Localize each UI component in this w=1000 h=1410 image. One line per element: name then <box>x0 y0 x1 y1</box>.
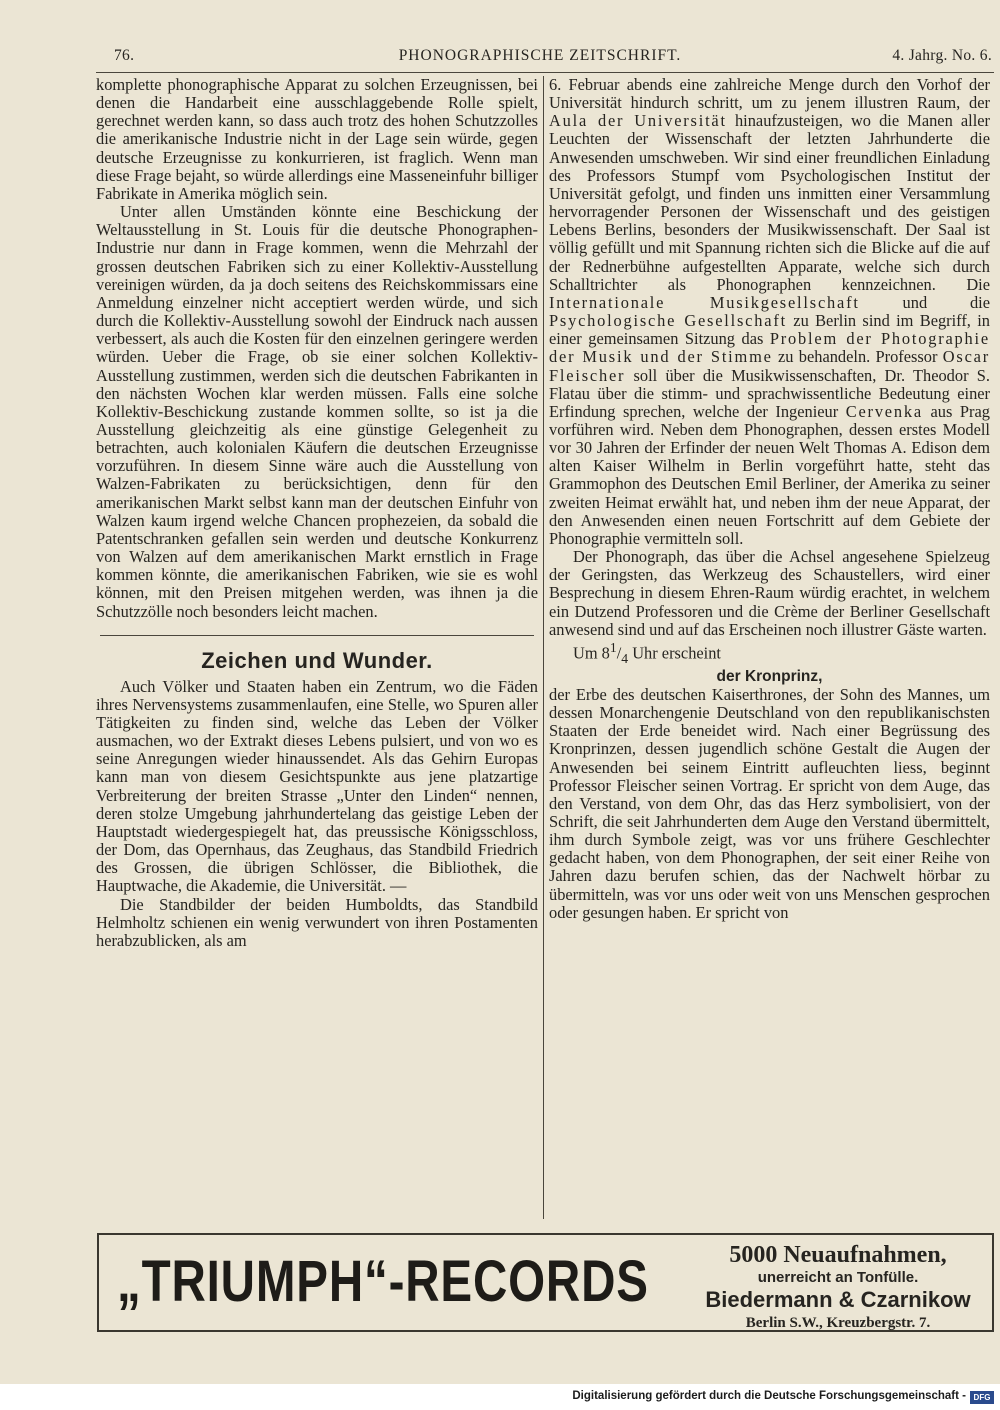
ad-line: unerreicht an Tonfülle. <box>757 1269 919 1286</box>
article-paragraph: Unter allen Umständen könnte eine Beschickung der Weltausstellung in St. Louis für die deutsche Phonographen-Industrie nur dann in Frage kommen, wenn die Mehrzahl der grossen deutschen Fabriken sich zu einer Kollektiv-Ausstellung vereinigen würden, da ja doch seitens des Reichskommissars eine Anmeldung einzelner nicht acceptiert werden würde, und sich durch die Kollektiv-Ausstellung sowohl der Eindruck nach aussen verbessert, als auch die Kosten für den einzelnen geringere werden würden. Ueber die Frage, ob sie einer solchen Kollektiv-Ausstellung zustimmen, werden sich die deutschen Fabrikanten in den nächsten Wochen klar werden müssen. Falls eine solche Kollektiv-Beschickung zustande kommen sollte, so ist ja die Ausstellung gleichzeitig als eine günstige Gelegenheit zu betrachten, auch kolonialen Käufern die deutschen Erzeugnisse vorzuführen. In diesem Sinne wäre auch die Ausstellung von Walzen-Fabrikaten zu berücksichtigen, denn für den amerikanischen Markt selbst kann man der deutschen Einfuhr von Walzen kaum irgend welche Chancen prophezeien, da sobald die Patentschranken gefallen sein werden und deutsche Konkurrenz von Walzen auf dem amerikanischen Markt ernstlich in Frage kommen könnte, die amerikanischen Fabriken, wie sie es wohl können, mit den Preisen mitgehen werden, was ihnen ja die Schutzzölle noch besonders leicht machen. <box>96 202 538 621</box>
article-paragraph: Um $8^1/_4$ Uhr erscheint <box>573 639 721 666</box>
header-rule <box>96 72 994 73</box>
digitization-footer <box>0 1384 1000 1410</box>
page-header <box>88 44 992 68</box>
fraction-numerator: 1 <box>609 639 617 655</box>
right-column <box>549 76 990 922</box>
text-run: soll über die Musikwissenschaften, Dr. Theodor S. Flatau über die stimm- und sprachwissentliche Bedeutung einer Erfindung sprechen, welche der Ingenieur <box>549 365 990 421</box>
footer-text: Digitalisierung gefördert durch die Deutsche Forschungsgemeinschaft - <box>572 1390 966 1402</box>
article-paragraph: der Erbe des deutschen Kaiserthrones, der Sohn des Mannes, um dessen Monarchengenie Deutschland von den republikanischsten Staaten der Erde beneidet wird. Nach einer Begrüssung des Kronprinzen, dessen jugendlich schöne Gestalt die Augen der Anwesenden bei seinem Eintritt aufleuchten liess, beginnt Professor Fleischer seinen Vortrag. Er spricht von dem Auge, das den Verstand, von dem Ohr, das das Herz symbolisiert, von der Schrift, die seit Jahrhunderten dem Auge den Verstand übermittelt, ihm durch Symbole zeigt, was vor uns frühere Geschlechter gedacht haben, von dem Phonographen, der seit einer Reihe von Jahren dazu berufen schien, das der Nachwelt hörbar zu übermitteln, was vor uns oder weit von uns Menschen gesprochen oder gesungen haben. Er spricht von <box>549 684 990 922</box>
article-heading: Zeichen und Wunder. <box>201 647 433 673</box>
page-number: 76. <box>114 47 135 64</box>
article-paragraph: Die Standbilder der beiden Humboldts, das Standbild Helmholtz schienen ein wenig verwundert von ihren Postamenten herabzublicken, als am <box>96 894 538 950</box>
ad-details <box>693 1241 983 1333</box>
spaced-text: Problem der Photographie der Musik und der Stimme <box>549 329 990 367</box>
article-paragraph: Der Phonograph, das über die Achsel angesehene Spielzeug der Geringsten, das Werkzeug des Schaustellers, wird einer Besprechung in diesem Ehren-Raum würdig erachtet, in welchem ein Dutzend Professoren und die Crème der Berliner Gesellschaft anwesend sind und auf das Erscheinen noch illustrer Gäste warten. <box>549 547 990 639</box>
text-run: Um 8 <box>573 643 610 663</box>
ad-company: Biedermann & Czarnikow <box>705 1287 971 1312</box>
dfg-logo-icon: DFG <box>970 1391 994 1404</box>
spaced-text: Psychologische Gesellschaft <box>549 311 787 331</box>
text-run: 6. Februar abends eine zahlreiche Menge durch den Vorhof der Universität hindurch schritt, um zu jenem illustren Raum, der <box>549 75 990 113</box>
advertisement-box <box>97 1233 994 1332</box>
article-paragraph: Auch Völker und Staaten haben ein Zentrum, wo die Fäden ihres Nervensystems zusammenlaufen, eine Stelle, wo Spuren aller Tätigkeiten zu finden sind, welche das Leben der Völker ausmachen, wo der Extrakt dieses Lebens pulsiert, und von wo es seine Anregungen wieder hinaussendet. Als das Gehirn Europas kann man von diesem Gesichtspunkte aus jene platzartige Verbreiterung der breiten Strasse „Unter den Linden“ nennen, deren stolze Umgebung jahrhundertelang das geistige Leben der Hauptstadt wiedergespiegelt hat, das preussische Königsschloss, der Dom, das Opernhaus, das Zeughaus, das Standbild Friedrich des Grossen, die übrigen Schlösser, die Bibliothek, die Hauptwache, die Akademie, die Universität. — <box>96 676 538 896</box>
ad-line: 5000 Neuaufnahmen, <box>729 1242 947 1268</box>
kronprinz-heading: der Kronprinz, <box>716 667 823 685</box>
left-column <box>96 76 538 950</box>
issue-label: 4. Jahrg. No. 6. <box>892 47 992 64</box>
ad-brand: „TRIUMPH“-RECORDS <box>117 1249 649 1314</box>
text-run: zu behandeln. Professor <box>778 347 938 367</box>
section-divider <box>100 635 534 636</box>
spaced-text: Cervenka <box>845 401 923 421</box>
article-paragraph: komplette phonographische Apparat zu solchen Erzeugnissen, bei denen die Handarbeit eine ausschlaggebende Rolle spielt, gerechnet werden kann, so dass auch trotz des hohen Schutzzolles die amerikanische Industrie nicht in der Lage sein würde, gegen deutsche Erzeugnisse zu konkurrieren, ist fraglich. Wenn man diese Frage bejaht, so würde allerdings eine Masseneinfuhr billiger Fabrikate in Amerika möglich sein. <box>96 75 538 203</box>
spaced-text: Internationale Musikgesellschaft <box>549 292 860 312</box>
text-run: hinaufzusteigen, wo die Manen aller Leuchten der Wissenschaft der letzten Jahrhunderte die Anwesenden umschweben. Wir sind einer freundlichen Einladung des Professors Stumpf vom Psychologischen Institut der Universität gefolgt, und finden uns inmitten einer Versammlung hervorragender Personen der Wissenschaft und des geistigen Lebens Berlins, besonders der Musikwissenschaft. Der Saal ist völlig gefüllt und mit Spannung richten sich die Blicke auf die auf der Rednerbühne aufgestellten Apparate, welche sich durch Schalltrichter als Phonographen kennzeichnen. Die <box>549 111 990 294</box>
spaced-text: Oscar Fleischer <box>549 347 990 385</box>
spaced-text: Aula der Universität <box>549 111 727 131</box>
ad-address: Berlin S.W., Kreuzbergstr. 7. <box>745 1315 931 1331</box>
fraction-denominator: 4 <box>621 650 629 666</box>
article-paragraph <box>549 76 990 548</box>
column-divider <box>543 76 544 1219</box>
text-run: aus Prag vorführen wird. Neben dem Phonographen, dessen erstes Modell vor 30 Jahren der Erfinder der neuen Welt Thomas A. Edison dem alten Kaiser Wilhelm in Berlin vorgeführt hatte, steht das Grammophon des Deutschen Emil Berliner, der Amerika zu seiner zweiten Heimat erwählt hat, und neben ihm der neue Apparat, der den Anwesenden einen neuen Fortschritt auf dem Gebiete der Phonographie vermitteln soll. <box>549 401 990 548</box>
journal-title: PHONOGRAPHISCHE ZEITSCHRIFT. <box>398 47 682 64</box>
text-run: Uhr erscheint <box>632 643 721 663</box>
text-run: zu Berlin sind im Begriff, in einer gemeinsamen Sitzung das <box>549 311 990 349</box>
text-run: und die <box>902 292 990 312</box>
